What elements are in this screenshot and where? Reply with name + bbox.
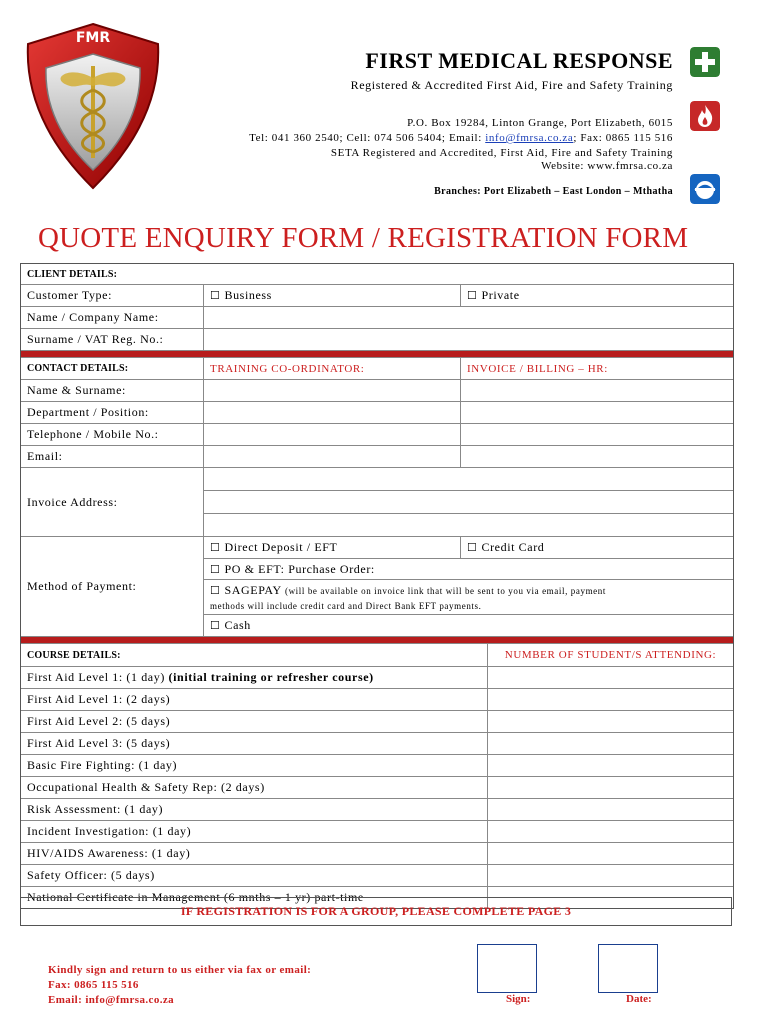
email-link[interactable]: info@fmrsa.co.za: [485, 132, 574, 144]
student-count-field[interactable]: [488, 755, 733, 776]
contact-row: [21, 402, 733, 424]
invoice-address-line-1[interactable]: [204, 468, 733, 491]
training-coordinator-heading: TRAINING CO-ORDINATOR:: [204, 358, 461, 379]
course-row: [21, 865, 733, 887]
invoice-address-label: Invoice Address:: [21, 468, 204, 536]
course-name: Risk Assessment: (1 day): [21, 799, 488, 820]
invoice-billing-heading: INVOICE / BILLING – HR:: [467, 362, 608, 375]
return-instructions: [48, 963, 311, 1008]
student-count-field[interactable]: [488, 711, 733, 732]
sagepay-note-line-1: (will be available on invoice link that will be sent to you via email, payment: [284, 586, 606, 596]
po-eft-option[interactable]: [204, 559, 733, 580]
company-name-row: [21, 307, 733, 329]
signature-box[interactable]: [477, 944, 537, 993]
logo-text: FMR: [75, 30, 111, 46]
course-name: National Certificate in Management (6 mnths – 1 yr) part-time: [21, 887, 488, 908]
company-name-field[interactable]: [204, 307, 733, 328]
student-count-field[interactable]: [488, 689, 733, 710]
invoice-email-field[interactable]: [461, 446, 733, 467]
checkbox-icon[interactable]: ☐: [210, 542, 221, 554]
contact-row: [21, 380, 733, 402]
sagepay-label: SAGEPAY: [224, 583, 282, 597]
contact-row: [21, 446, 733, 468]
business-option-label: Business: [224, 288, 272, 302]
return-email-line: Email: info@fmrsa.co.za: [48, 994, 175, 1006]
sagepay-option[interactable]: [204, 580, 733, 615]
contact-row: [21, 424, 733, 446]
date-label: Date:: [626, 993, 652, 1005]
student-count-field[interactable]: [488, 865, 733, 886]
sign-label: Sign:: [506, 993, 531, 1005]
contact-details-header: [21, 358, 733, 380]
invoice-name-field[interactable]: [461, 380, 733, 401]
return-fax-line: Fax: 0865 115 516: [48, 979, 139, 991]
course-name: Basic Fire Fighting: (1 day): [21, 755, 488, 776]
course-row: [21, 667, 733, 689]
business-option[interactable]: [204, 285, 461, 306]
course-row: [21, 689, 733, 711]
contact-field-label: Email:: [21, 446, 204, 467]
group-registration-note: IF REGISTRATION IS FOR A GROUP, PLEASE COMPLETE PAGE 3: [20, 897, 732, 926]
contact-field-label: Name & Surname:: [21, 380, 204, 401]
company-name-label: Name / Company Name:: [21, 307, 204, 328]
contact-field-label: Telephone / Mobile No.:: [21, 424, 204, 445]
private-option[interactable]: [461, 285, 733, 306]
course-name: Occupational Health & Safety Rep: (2 days): [21, 777, 488, 798]
checkbox-icon[interactable]: ☐: [210, 585, 221, 597]
checkbox-icon[interactable]: ☐: [467, 290, 478, 302]
date-box[interactable]: [598, 944, 658, 993]
company-tagline: Registered & Accredited First Aid, Fire and Safety Training: [350, 78, 673, 92]
contact-field-label: Department / Position:: [21, 402, 204, 423]
course-details-header: [21, 644, 733, 667]
fire-icon: [690, 101, 720, 131]
return-instructions-line: Kindly sign and return to us either via fax or email:: [48, 964, 312, 976]
course-details-heading: COURSE DETAILS:: [21, 644, 488, 666]
course-row: [21, 777, 733, 799]
student-count-field[interactable]: [488, 799, 733, 820]
course-name: First Aid Level 1: (2 days): [21, 689, 488, 710]
credit-card-option[interactable]: [461, 537, 733, 558]
training-telephone-field[interactable]: [204, 424, 461, 445]
student-count-field[interactable]: [488, 843, 733, 864]
seta-line: SETA Registered and Accredited, First Aid, Fire and Safety Training: [330, 147, 673, 159]
contact-prefix: Tel: 041 360 2540; Cell: 074 506 5404; Email:: [249, 132, 482, 144]
course-name: [21, 667, 488, 688]
branches-line: Branches: Port Elizabeth – East London – Mthatha: [434, 186, 673, 197]
surname-label: Surname / VAT Reg. No.:: [21, 329, 204, 350]
direct-deposit-label: Direct Deposit / EFT: [224, 540, 338, 554]
course-row: [21, 755, 733, 777]
student-count-field[interactable]: [488, 733, 733, 754]
payment-options: [204, 537, 733, 636]
invoice-address-line-2[interactable]: [204, 491, 733, 514]
course-row: [21, 821, 733, 843]
customer-type-label: Customer Type:: [21, 285, 204, 306]
student-count-field[interactable]: [488, 821, 733, 842]
course-name: First Aid Level 3: (5 days): [21, 733, 488, 754]
contact-details-heading: CONTACT DETAILS:: [21, 358, 204, 379]
cash-label: Cash: [224, 618, 251, 632]
customer-type-row: [21, 285, 733, 307]
checkbox-icon[interactable]: ☐: [210, 620, 221, 632]
course-name: Safety Officer: (5 days): [21, 865, 488, 886]
students-attending-heading: NUMBER OF STUDENT/S ATTENDING:: [504, 649, 717, 661]
form-title: QUOTE ENQUIRY FORM / REGISTRATION FORM: [38, 222, 689, 254]
invoice-address-line-3[interactable]: [204, 514, 733, 536]
cash-option[interactable]: [204, 615, 733, 636]
training-department-field[interactable]: [204, 402, 461, 423]
invoice-telephone-field[interactable]: [461, 424, 733, 445]
client-details-heading: CLIENT DETAILS:: [27, 268, 118, 280]
checkbox-icon[interactable]: ☐: [210, 290, 221, 302]
invoice-department-field[interactable]: [461, 402, 733, 423]
invoice-address-lines: [204, 468, 733, 536]
direct-deposit-option[interactable]: [204, 537, 461, 558]
section-divider: [21, 351, 733, 358]
first-aid-cross-icon: [690, 47, 720, 77]
course-name-text: First Aid Level 1: (1 day): [27, 670, 165, 684]
checkbox-icon[interactable]: ☐: [210, 563, 221, 576]
invoice-address-row: [21, 468, 733, 537]
student-count-field[interactable]: [488, 777, 733, 798]
sagepay-note-line-2: methods will include credit card and Direct Bank EFT payments.: [210, 601, 482, 611]
checkbox-icon[interactable]: ☐: [467, 542, 478, 554]
credit-card-label: Credit Card: [481, 540, 545, 554]
course-row: [21, 733, 733, 755]
enquiry-form: [20, 263, 734, 909]
company-name: FIRST MEDICAL RESPONSE: [365, 48, 673, 73]
course-name-note: (initial training or refresher course): [168, 670, 374, 684]
course-name: Incident Investigation: (1 day): [21, 821, 488, 842]
course-row: [21, 799, 733, 821]
surname-field[interactable]: [204, 329, 733, 350]
course-row: [21, 711, 733, 733]
surname-row: [21, 329, 733, 351]
course-name: HIV/AIDS Awareness: (1 day): [21, 843, 488, 864]
training-name-field[interactable]: [204, 380, 461, 401]
private-option-label: Private: [481, 288, 520, 302]
website-line: Website: www.fmrsa.co.za: [541, 160, 673, 172]
course-row: [21, 843, 733, 865]
course-name: First Aid Level 2: (5 days): [21, 711, 488, 732]
contact-line: [249, 132, 673, 144]
postal-address: P.O. Box 19284, Linton Grange, Port Elizabeth, 6015: [407, 117, 673, 129]
training-email-field[interactable]: [204, 446, 461, 467]
payment-method-label: Method of Payment:: [21, 537, 204, 636]
fmr-logo: [18, 20, 168, 192]
student-count-field[interactable]: [488, 667, 733, 688]
contact-suffix: ; Fax: 0865 115 516: [573, 132, 673, 144]
payment-row: [21, 537, 733, 637]
payment-option-row: [204, 537, 733, 559]
po-eft-label: PO & EFT: Purchase Order:: [224, 561, 375, 576]
hard-hat-icon: [690, 174, 720, 204]
section-divider: [21, 637, 733, 644]
client-details-header: [21, 264, 733, 285]
